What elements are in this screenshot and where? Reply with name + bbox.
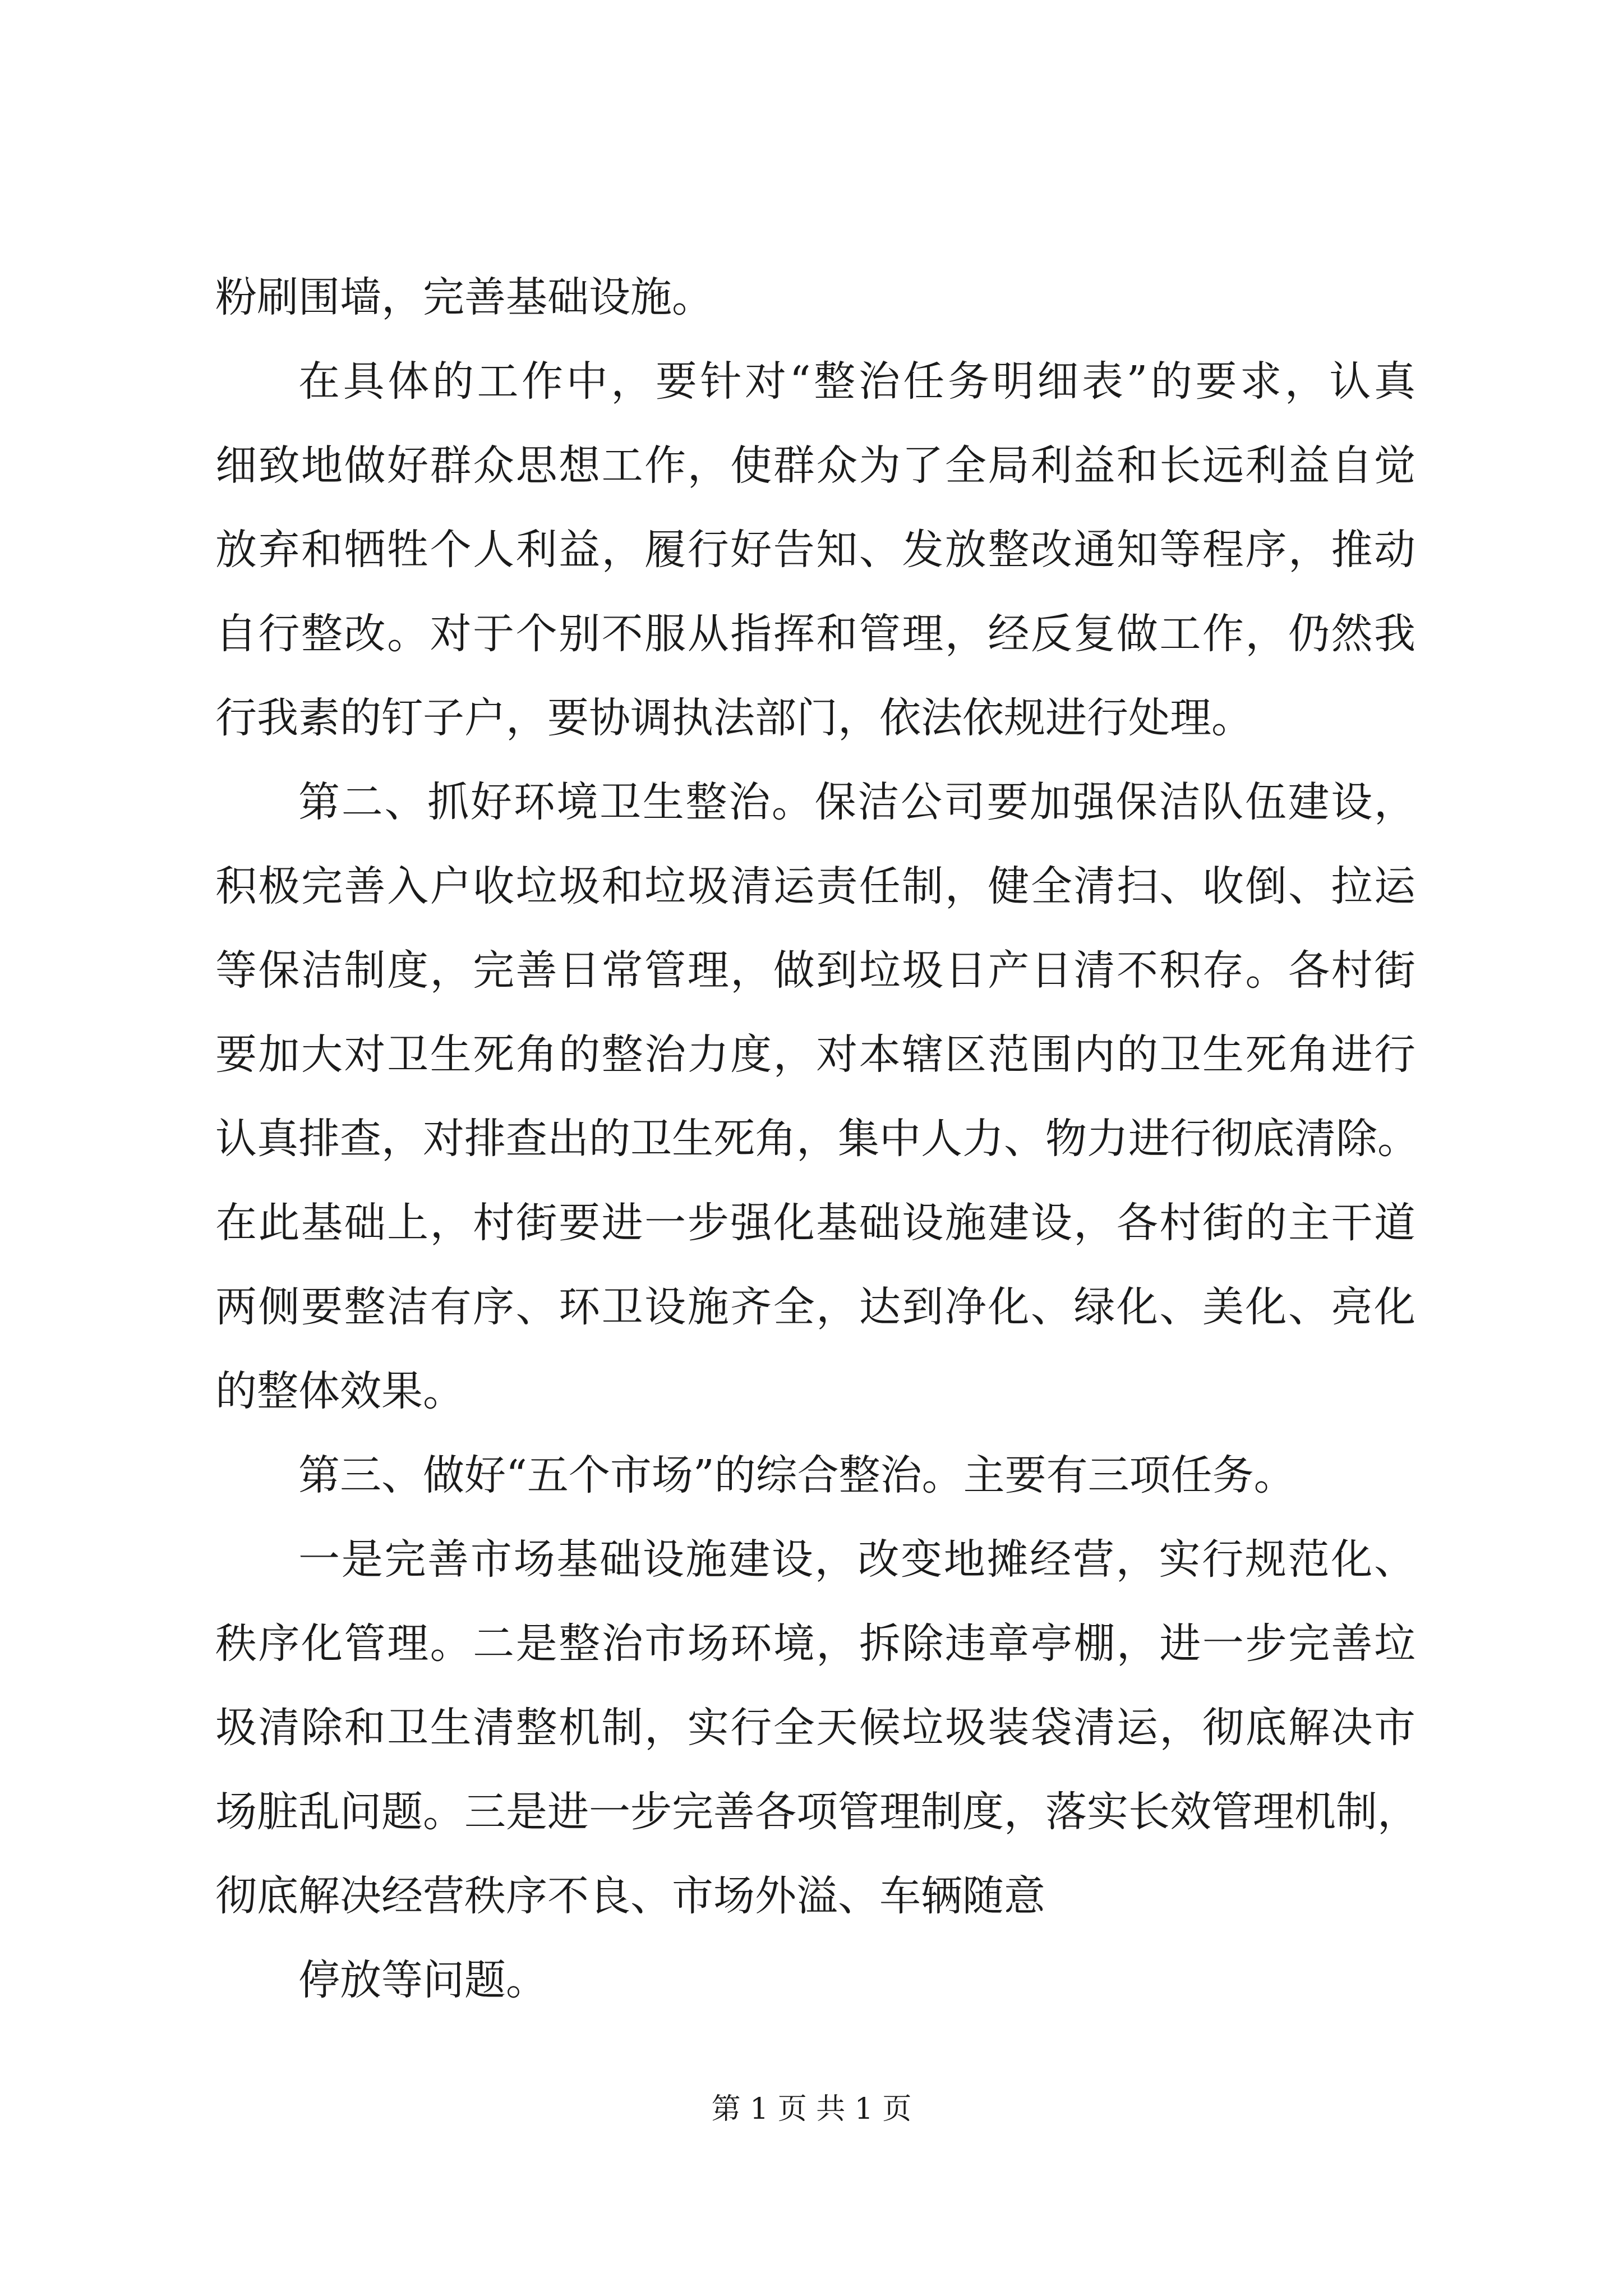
text-line: 细致地做好群众思想工作，使群众为了全局利益和长远利益自觉 [215,441,1415,490]
text-line: 两侧要整洁有序、环卫设施齐全，达到净化、绿化、美化、亮化 [215,1283,1415,1331]
text-line: 第三、做好“五个市场”的综合整治。主要有三项任务。 [298,1451,1295,1499]
text-line: 在具体的工作中，要针对“整治任务明细表”的要求，认真 [298,357,1415,406]
text-line: 自行整改。对于个别不服从指挥和管理，经反复做工作，仍然我 [215,610,1415,658]
text-line: 在此基础上，村街要进一步强化基础设施建设，各村街的主干道 [215,1199,1415,1247]
text-line: 彻底解决经营秩序不良、市场外溢、车辆随意 [215,1872,1045,1920]
text-line: 行我素的钉子户，要协调执法部门，依法依规进行处理。 [215,694,1253,742]
page-footer: 第 1 页 共 1 页 [711,2092,912,2126]
text-line: 等保洁制度，完善日常管理，做到垃圾日产日清不积存。各村街 [215,946,1415,995]
text-line: 粉刷围墙，完善基础设施。 [215,273,713,321]
text-line: 停放等问题。 [298,1956,547,2004]
text-line: 放弃和牺牲个人利益，履行好告知、发放整改通知等程序，推动 [215,526,1415,574]
text-line: 积极完善入户收垃圾和垃圾清运责任制，健全清扫、收倒、拉运 [215,862,1415,910]
text-line: 要加大对卫生死角的整治力度，对本辖区范围内的卫生死角进行 [215,1030,1415,1079]
text-line: 圾清除和卫生清整机制，实行全天候垃圾装袋清运，彻底解决市 [215,1704,1415,1752]
text-line: 场脏乱问题。三是进一步完善各项管理制度，落实长效管理机制， [215,1788,1419,1836]
text-line: 的整体效果。 [215,1367,464,1415]
text-line: 一是完善市场基础设施建设，改变地摊经营，实行规范化、 [298,1535,1415,1584]
text-line: 第二、抓好环境卫生整治。保洁公司要加强保洁队伍建设， [298,778,1415,826]
text-line: 秩序化管理。二是整治市场环境，拆除违章亭棚，进一步完善垃 [215,1619,1415,1668]
text-line: 认真排查，对排查出的卫生死角，集中人力、物力进行彻底清除。 [215,1115,1419,1163]
